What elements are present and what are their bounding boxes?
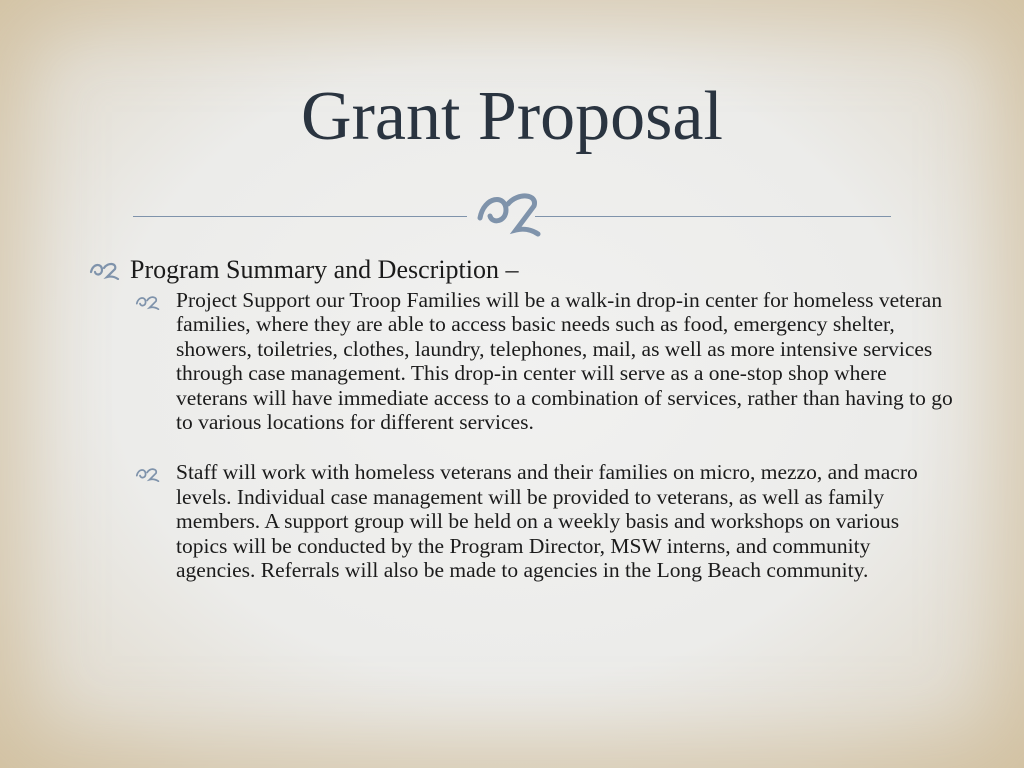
sub-bullet-text: Project Support our Troop Families will be a walk-in drop-in center for homeless veteran families, where they are able to access basic needs such as food, emergency shelter, showers, toiletries, clothes, laundry, telephones, mail, as well as more intensive services through case management. This drop-in center will serve as a one-stop shop where veterans will have immediate access to a combination of services, rather than having to go to various locations for different services. <box>176 288 953 435</box>
flourish-bullet-icon <box>134 294 162 310</box>
sub-bullet-staff <box>130 460 954 582</box>
slide-title: Grant Proposal <box>301 78 723 155</box>
sub-bullet-text: Staff will work with homeless veterans and their families on micro, mezzo, and macro levels. Individual case management will be provided to veterans, as well as family members. A support group will be held on a weekly basis and workshops on various topics will be conducted by the Program Director, MSW interns, and community agencies. Referrals will also be made to agencies in the Long Beach community. <box>176 460 918 583</box>
sub-bullet-project-support <box>130 288 954 434</box>
bullet-text: Program Summary and Description – <box>130 255 519 284</box>
slide-content <box>84 254 954 608</box>
flourish-bullet-icon <box>134 466 162 482</box>
flourish-icon <box>472 186 550 238</box>
flourish-bullet-icon <box>88 260 122 280</box>
title-divider <box>133 186 891 246</box>
divider-line-left <box>133 216 467 217</box>
sub-bullet-list <box>130 288 954 582</box>
divider-line-right <box>535 216 891 217</box>
bullet-program-summary <box>84 254 954 285</box>
